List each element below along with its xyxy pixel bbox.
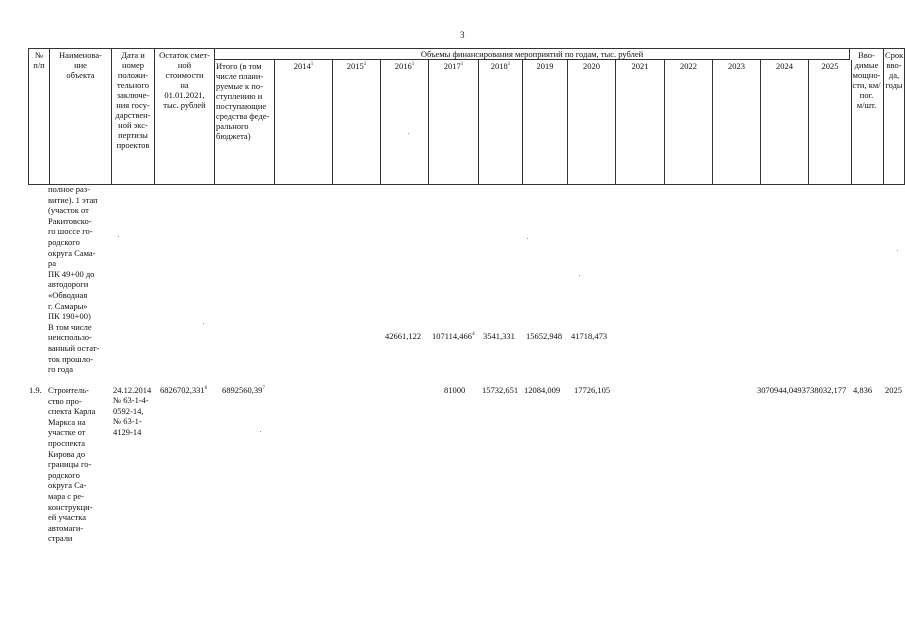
scan-speck [579,275,580,276]
row2-remainder: 6826702,331$^6$ [160,385,208,395]
row2-2017: 81000 [444,385,466,395]
header-remainder: Остаток смет- ной стоимости на 01.01.2021, тыс. рублей [155,49,215,185]
header-year-2019: 2019 [523,60,568,185]
row1-2017: 107114,466$^4$ [432,331,475,341]
row2-2018: 15732,651 [482,385,519,395]
scan-speck [527,238,528,239]
row2-total: 6892560,39$^7$ [222,385,265,395]
row1-object-name: полное раз- витие). 1 этап (участок от Ракитовско- го шоссе го- родского округа Сама- ра ПК 49+00 до автодороги «Обводная г. Самары» ПК 190+00) В том числе неиспользо- ванный остат- ток прошло- го года [48,184,100,375]
page-number: 3 [460,30,465,40]
row2-object-name: Строитель- ство про- спекта Карла Маркса на участке от проспекта Кирова до границы го- родского округа Са- мара с ре- конструкци- ей участка автомаги- страли [48,385,96,544]
header-year-2024: 2024 [761,60,809,185]
row2-2024-2025: 3070944,0493738032,177 [757,385,847,395]
scan-speck [408,133,409,134]
header-year-2023: 2023 [713,60,761,185]
header-year-2025: 2025 [809,60,852,185]
row2-2019: 12084,009 [524,385,561,395]
header-expertise-date: Дата и номер положи- тельного заключе- ния госу- дарствен- ной экс- пертизы проектов [112,49,155,185]
row2-expertise-date: 24.12.2014 № 63-1-4- 0592-14, № 63-1- 4129-14 [113,385,152,437]
header-term: Срок вво- да, годы [884,49,905,185]
header-year-2017: 2017$^1$ [429,60,479,185]
header-capacity: Вво- димые мощно- сти, км/ пог. м/шт. [850,49,884,185]
row2-number: 1.9. [29,385,42,395]
row1-2019: 15652,948 [526,331,563,341]
header-num: № п/п [29,49,50,185]
scan-speck [897,250,898,251]
row2-term: 2025 [885,385,902,395]
header-year-2020: 2020 [568,60,616,185]
row1-2018: 3541,331 [483,331,515,341]
header-year-2022: 2022 [665,60,713,185]
row2-capacity: 4,836 [853,385,873,395]
scan-speck [118,236,119,237]
table-header [28,48,905,185]
row1-2016: 42661,122 [385,331,422,341]
row2-2020: 17726,105 [574,385,611,395]
header-total: Итого (в том числе плани- руемые к по- ступлению и поступающие средства феде- рального бюджета) [215,60,275,185]
header-year-2018: 2018$^1$ [479,60,523,185]
header-financing: Объемы финансирования мероприятий по годам, тыс. рублей [215,49,850,60]
row1-2020: 41718,473 [571,331,608,341]
header-year-2016: 2016$^1$ [381,60,429,185]
header-year-2021: 2021 [616,60,665,185]
scan-speck [203,323,204,324]
scan-speck [260,431,261,432]
header-year-2014: 2014$^1$ [275,60,333,185]
header-object-name: Наименова- ние объекта [50,49,112,185]
header-year-2015: 2015$^1$ [333,60,381,185]
